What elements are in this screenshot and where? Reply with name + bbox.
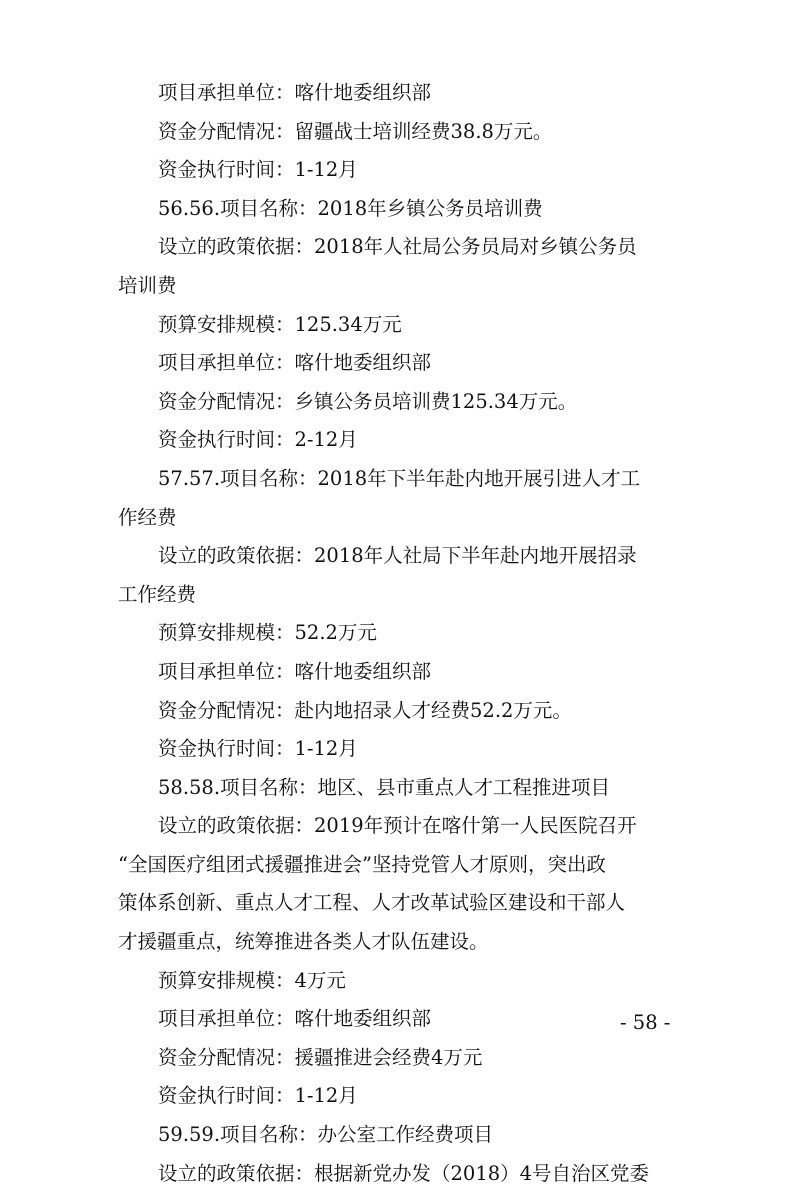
text-line: 预算安排规模：125.34万元 <box>158 312 402 336</box>
text-line: 项目承担单位：喀什地委组织部 <box>158 1007 432 1031</box>
text-line: 56.56.项目名称：2018年乡镇公务员培训费 <box>158 196 543 220</box>
text-line: 设立的政策依据：根据新党办发（2018）4号自治区党委 <box>158 1161 650 1185</box>
text-line: 培训费 <box>118 273 177 297</box>
text-line: 设立的政策依据：2018年人社局公务员局对乡镇公务员 <box>158 235 637 259</box>
text-line: 预算安排规模：4万元 <box>158 968 346 992</box>
text-line: 资金分配情况：留疆战士培训经费38.8万元。 <box>158 119 553 143</box>
text-line: 资金分配情况：乡镇公务员培训费125.34万元。 <box>158 389 578 413</box>
text-line: “全国医疗组团式援疆推进会”坚持党管人才原则，突出政 <box>118 852 606 876</box>
text-line: 项目承担单位：喀什地委组织部 <box>158 659 432 683</box>
text-line: 59.59.项目名称：办公室工作经费项目 <box>158 1123 494 1147</box>
text-line: 预算安排规模：52.2万元 <box>158 621 377 645</box>
text-line: 资金执行时间：1-12月 <box>158 1084 358 1108</box>
text-line: 工作经费 <box>118 582 197 606</box>
text-line: 设立的政策依据：2018年人社局下半年赴内地开展招录 <box>158 544 637 568</box>
text-line: 资金执行时间：2-12月 <box>158 428 358 452</box>
text-line: 策体系创新、重点人才工程、人才改革试验区建设和干部人 <box>118 891 626 915</box>
text-line: 58.58.项目名称：地区、县市重点人才工程推进项目 <box>158 775 611 799</box>
page-number: - 58 - <box>620 1011 671 1034</box>
text-line: 资金执行时间：1-12月 <box>158 737 358 761</box>
text-line: 57.57.项目名称：2018年下半年赴内地开展引进人才工 <box>158 466 641 490</box>
text-line: 资金执行时间：1-12月 <box>158 158 358 182</box>
text-line: 资金分配情况：援疆推进会经费4万元 <box>158 1045 483 1069</box>
document-body <box>118 74 678 1193</box>
text-line: 设立的政策依据：2019年预计在喀什第一人民医院召开 <box>158 814 637 838</box>
text-line: 项目承担单位：喀什地委组织部 <box>158 351 432 375</box>
text-line: 作经费 <box>118 505 177 529</box>
text-line: 才援疆重点，统筹推进各类人才队伍建设。 <box>118 930 489 954</box>
text-line: 资金分配情况：赴内地招录人才经费52.2万元。 <box>158 698 572 722</box>
text-line: 项目承担单位：喀什地委组织部 <box>158 81 432 104</box>
